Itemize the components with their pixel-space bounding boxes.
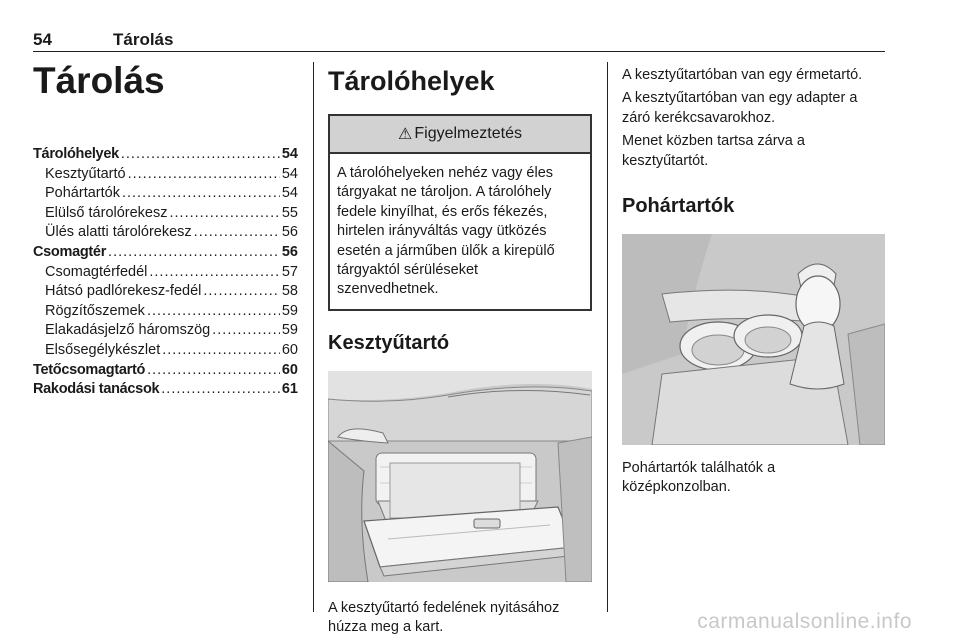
toc-entry-page: 59 bbox=[281, 322, 298, 339]
toc-entry-page: 61 bbox=[281, 381, 298, 398]
section-title: Tárolóhelyek bbox=[328, 66, 495, 96]
toc-leader-dots bbox=[194, 223, 280, 243]
paragraph-coin-holder: A kesztyűtartóban van egy érmetartó. bbox=[622, 67, 863, 83]
toc-entry-title: Ülés alatti tárolórekesz bbox=[45, 224, 192, 241]
paragraph-adapter: A kesztyűtartóban van egy adapter a záró kerékcsavarokhoz. bbox=[622, 90, 858, 126]
toc-entry-title: Tárolóhelyek bbox=[33, 146, 119, 162]
toc-entry-page: 57 bbox=[281, 263, 298, 280]
toc-leader-dots bbox=[128, 165, 280, 185]
glovebox-drawing bbox=[328, 371, 592, 582]
cupholder-illustration bbox=[622, 234, 885, 445]
page-number: 54 bbox=[33, 30, 52, 49]
toc-entry[interactable] bbox=[33, 282, 298, 302]
toc-entry-title: Tetőcsomagtartó bbox=[33, 361, 146, 378]
warning-text: A tárolóhelyeken nehéz vagy éles tárgyakat ne tároljon. A tárolóhely fedele kinyílhat, és erős fékezés, hirtelen irányváltás vagy ütközés esetén a járműben ülők a kirepülő tárgyaktól sérüléseket szenvedhetnek. bbox=[337, 165, 555, 298]
toc-leader-dots bbox=[203, 282, 279, 302]
toc-entry-page: 54 bbox=[281, 146, 298, 162]
running-header-title: Tárolás bbox=[113, 30, 174, 49]
toc-entry-title: Csomagtérfedél bbox=[45, 263, 148, 280]
warning-box bbox=[328, 114, 592, 311]
glovebox-caption: A kesztyűtartó fedelének nyitásához húzza meg a kart. bbox=[328, 599, 560, 636]
cupholder-drawing bbox=[622, 234, 885, 445]
watermark: carmanualsonline.info bbox=[697, 610, 912, 633]
toc-leader-dots bbox=[147, 302, 280, 322]
column-middle bbox=[328, 56, 592, 638]
toc-leader-dots bbox=[108, 243, 280, 263]
page-header bbox=[33, 24, 885, 52]
toc-entry[interactable] bbox=[33, 263, 298, 283]
column-toc bbox=[33, 56, 298, 400]
table-of-contents bbox=[33, 145, 298, 400]
toc-leader-dots bbox=[212, 321, 280, 341]
toc-entry[interactable] bbox=[33, 380, 298, 400]
toc-entry-title: Kesztyűtartó bbox=[45, 165, 126, 182]
toc-entry-title: Pohártartók bbox=[45, 185, 120, 202]
toc-leader-dots bbox=[170, 204, 280, 224]
subsection-title-cupholders: Pohártartók bbox=[622, 195, 735, 218]
header-rule bbox=[33, 51, 885, 52]
glovebox-illustration bbox=[328, 371, 592, 582]
toc-entry-title: Rakodási tanácsok bbox=[33, 381, 160, 398]
toc-entry[interactable] bbox=[33, 184, 298, 204]
toc-leader-dots bbox=[162, 341, 280, 361]
warning-triangle-icon: ⚠ bbox=[398, 126, 413, 143]
toc-entry-page: 54 bbox=[281, 165, 298, 182]
toc-entry-page: 59 bbox=[281, 302, 298, 319]
toc-entry-page: 54 bbox=[281, 185, 298, 202]
toc-entry-page: 60 bbox=[281, 361, 298, 378]
toc-entry[interactable] bbox=[33, 145, 298, 165]
column-divider-2 bbox=[607, 62, 608, 612]
toc-entry-page: 56 bbox=[281, 243, 298, 260]
toc-entry-page: 56 bbox=[281, 224, 298, 241]
toc-leader-dots bbox=[161, 380, 280, 400]
toc-leader-dots bbox=[147, 361, 280, 381]
cupholder-caption: Pohártartók találhatók a középkonzolban. bbox=[622, 460, 776, 496]
toc-entry[interactable] bbox=[33, 204, 298, 224]
toc-entry-page: 60 bbox=[281, 341, 298, 358]
toc-leader-dots bbox=[149, 263, 280, 283]
toc-entry-title: Rögzítőszemek bbox=[45, 302, 145, 319]
toc-entry-page: 55 bbox=[281, 204, 298, 221]
paragraph-keep-closed: Menet közben tartsa zárva a kesztyűtartót. bbox=[622, 133, 805, 169]
toc-entry-title: Elakadásjelző háromszög bbox=[45, 322, 211, 339]
toc-entry[interactable] bbox=[33, 165, 298, 185]
toc-entry[interactable] bbox=[33, 223, 298, 243]
toc-entry-page: 58 bbox=[281, 283, 298, 300]
toc-leader-dots bbox=[121, 145, 280, 165]
toc-entry-title: Csomagtér bbox=[33, 243, 107, 260]
column-right bbox=[622, 56, 887, 498]
toc-entry-title: Elsősegélykészlet bbox=[45, 341, 161, 358]
column-divider-1 bbox=[313, 62, 314, 612]
toc-entry-title: Hátsó padlórekesz-fedél bbox=[45, 283, 202, 300]
toc-leader-dots bbox=[122, 184, 280, 204]
toc-entry-title: Elülső tárolórekesz bbox=[45, 204, 168, 221]
warning-title: Figyelmeztetés bbox=[414, 125, 522, 142]
toc-entry[interactable] bbox=[33, 243, 298, 263]
subsection-title-glovebox: Kesztyűtartó bbox=[328, 331, 450, 354]
toc-entry[interactable] bbox=[33, 361, 298, 381]
toc-entry[interactable] bbox=[33, 341, 298, 361]
chapter-title: Tárolás bbox=[33, 60, 165, 101]
toc-entry[interactable] bbox=[33, 302, 298, 322]
warning-header bbox=[330, 116, 590, 154]
toc-entry[interactable] bbox=[33, 321, 298, 341]
